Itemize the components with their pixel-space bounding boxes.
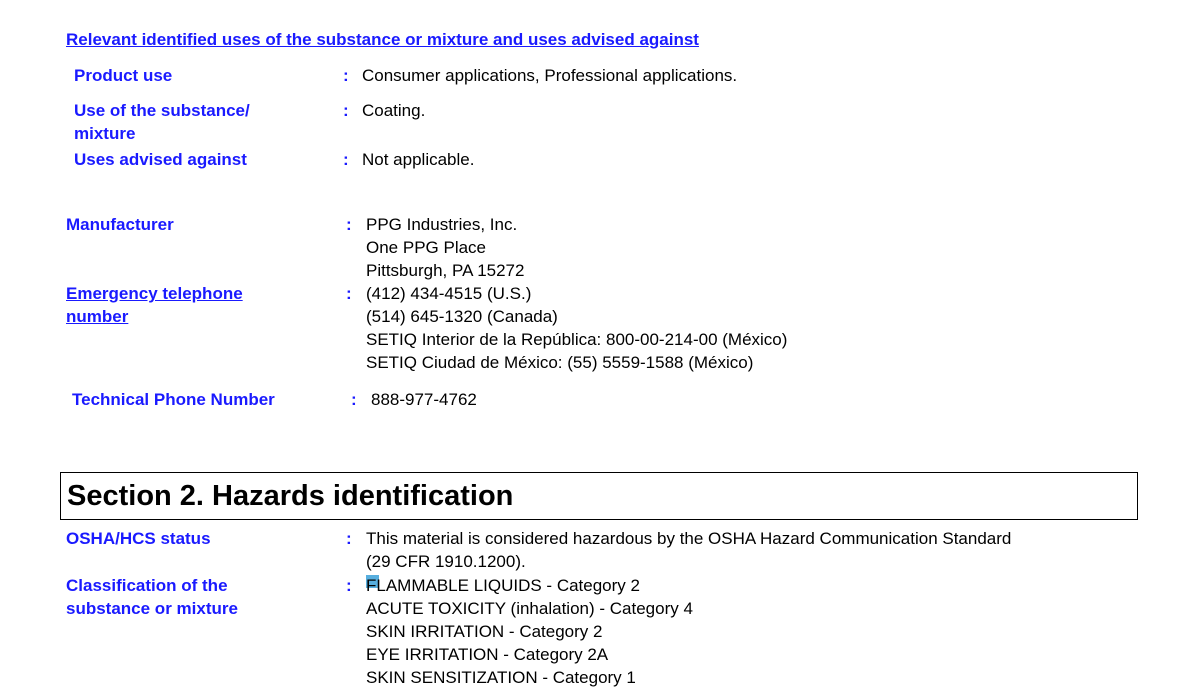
technical-phone-value: 888-977-4762 (371, 390, 477, 409)
technical-phone-label: Technical Phone Number (72, 390, 275, 409)
emergency-telephone-link[interactable] (66, 282, 243, 328)
address-line: One PPG Place (366, 238, 487, 257)
classification-item: ACUTE TOXICITY (inhalation) - Category 4 (366, 599, 693, 618)
uses-subheading: Relevant identified uses of the substance or mixture and uses advised against (66, 30, 699, 49)
colon: : (346, 284, 352, 303)
colon: : (346, 215, 352, 234)
uses-advised-against-value: Not applicable. (362, 150, 475, 169)
classification-label (66, 574, 238, 620)
use-of-substance-label (74, 99, 250, 145)
colon: : (346, 529, 352, 548)
section-2-title: Section 2. Hazards identification (67, 480, 514, 512)
colon: : (343, 150, 349, 169)
colon: : (343, 66, 349, 85)
phone-line: (412) 434-4515 (U.S.) (366, 284, 532, 303)
address-line: Pittsburgh, PA 15272 (366, 261, 525, 280)
label-line: Emergency telephone (66, 284, 243, 303)
osha-status-value (366, 527, 1011, 573)
label-line: number (66, 307, 129, 326)
manufacturer-label: Manufacturer (66, 215, 174, 234)
colon: : (351, 390, 357, 409)
osha-line: This material is considered hazardous by the OSHA Hazard Communication Standard (366, 529, 1012, 548)
classification-item: EYE IRRITATION - Category 2A (366, 645, 609, 664)
phone-line: SETIQ Ciudad de México: (55) 5559-1588 (México) (366, 353, 754, 372)
classification-item: SKIN SENSITIZATION - Category 1 (366, 668, 636, 687)
address-line: PPG Industries, Inc. (366, 215, 518, 234)
osha-line: (29 CFR 1910.1200). (366, 552, 526, 571)
section-2-header (60, 472, 1138, 520)
product-use-label: Product use (74, 66, 173, 85)
manufacturer-address (366, 213, 524, 282)
phone-line: (514) 645-1320 (Canada) (366, 307, 558, 326)
classification-item: SKIN IRRITATION - Category 2 (366, 622, 603, 641)
product-use-value: Consumer applications, Professional applications. (362, 66, 738, 85)
label-line: Use of the substance/ (74, 101, 250, 120)
phone-line: SETIQ Interior de la República: 800-00-214-00 (México) (366, 330, 788, 349)
emergency-numbers (366, 282, 787, 374)
classification-list (366, 574, 693, 689)
osha-status-label: OSHA/HCS status (66, 529, 211, 548)
uses-advised-against-label: Uses advised against (74, 150, 247, 169)
label-line: substance or mixture (66, 599, 238, 618)
colon: : (346, 576, 352, 595)
use-of-substance-value: Coating. (362, 101, 426, 120)
colon: : (343, 101, 349, 120)
label-line: mixture (74, 124, 136, 143)
label-line: Classification of the (66, 576, 228, 595)
classification-item: FLAMMABLE LIQUIDS - Category 2 (366, 576, 640, 595)
